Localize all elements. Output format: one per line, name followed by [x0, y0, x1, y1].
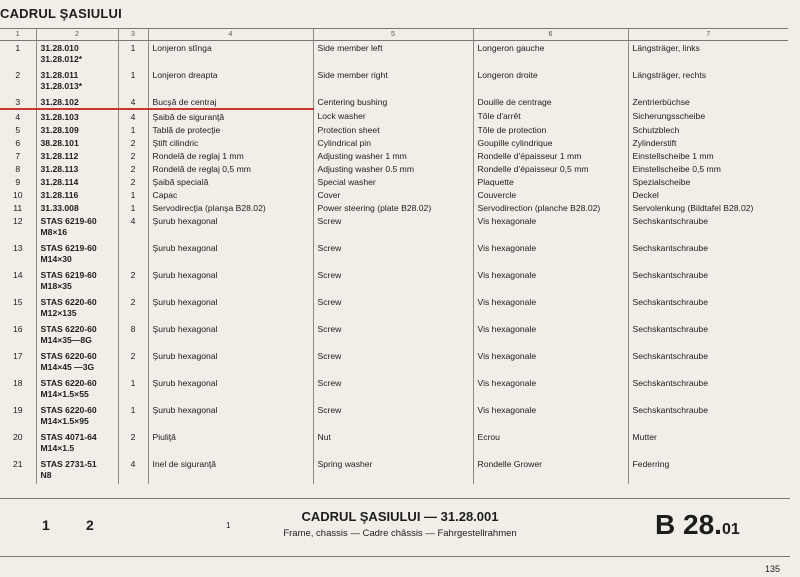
position-cell: 20 [12, 431, 23, 442]
catalog-number-cell [36, 188, 118, 201]
name-en-cell: Nut [313, 430, 473, 457]
table-row [0, 376, 788, 403]
plate-code-main: B 28. [655, 509, 722, 540]
column-header: 5 [313, 29, 473, 41]
name-fr-cell: Vis hexagonale [473, 376, 628, 403]
name-fr-cell: Ecrou [473, 430, 628, 457]
name-de-cell: Deckel [628, 188, 788, 201]
position-cell: 8 [15, 163, 21, 174]
catalog-number-cell [36, 41, 118, 68]
name-ro-cell: Lonjeron stînga [148, 41, 313, 68]
quantity-cell: 2 [118, 349, 148, 376]
catalog-number-line: M14×30 [40, 253, 72, 264]
name-en-cell: Side member right [313, 68, 473, 95]
column-header: 1 [0, 29, 36, 41]
name-fr-cell: Douille de centrage [473, 95, 628, 109]
name-ro-cell: Şurub hexagonal [148, 295, 313, 322]
position-cell: 14 [12, 269, 23, 280]
name-ro-cell: Inel de siguranţă [148, 457, 313, 484]
name-ro-cell: Şaibă de siguranţă [148, 109, 313, 123]
column-header: 3 [118, 29, 148, 41]
quantity-cell: 1 [118, 376, 148, 403]
name-ro-cell: Şurub hexagonal [148, 322, 313, 349]
column-header: 6 [473, 29, 628, 41]
catalog-number-cell [36, 162, 118, 175]
name-ro-cell: Ştift cilindric [148, 136, 313, 149]
catalog-number-line: M14×1.5×95 [40, 415, 89, 426]
name-de-cell: Sechskantschraube [628, 376, 788, 403]
page-title: CADRUL ŞASIULUI [0, 6, 122, 21]
quantity-cell: 4 [118, 109, 148, 123]
name-ro-cell: Şurub hexagonal [148, 241, 313, 268]
name-de-cell: Längsträger, rechts [628, 68, 788, 95]
position-cell: 21 [12, 458, 23, 469]
catalog-number-cell [36, 95, 118, 109]
quantity-cell: 2 [118, 175, 148, 188]
catalog-number-line: M14×1.5 [40, 442, 75, 453]
name-en-cell: Protection sheet [313, 123, 473, 136]
table-row [0, 162, 788, 175]
name-de-cell: Sechskantschraube [628, 268, 788, 295]
name-en-cell: Screw [313, 268, 473, 295]
plate-code [655, 509, 740, 541]
name-fr-cell: Tôle d'arrêt [473, 109, 628, 123]
position-cell: 13 [12, 242, 23, 253]
table-row [0, 41, 788, 68]
name-fr-cell: Rondelle Grower [473, 457, 628, 484]
table-row [0, 136, 788, 149]
name-fr-cell: Plaquette [473, 175, 628, 188]
quantity-cell: 4 [118, 457, 148, 484]
quantity-cell: 4 [118, 95, 148, 109]
catalog-number-cell [36, 322, 118, 349]
table-row [0, 188, 788, 201]
catalog-number-cell [36, 457, 118, 484]
catalog-number-cell [36, 149, 118, 162]
name-en-cell: Side member left [313, 41, 473, 68]
name-de-cell: Schutzblech [628, 123, 788, 136]
plate-code-sub: 01 [721, 521, 740, 538]
catalog-number-cell [36, 241, 118, 268]
name-fr-cell: Vis hexagonale [473, 322, 628, 349]
catalog-number-line: 31.28.103 [40, 111, 79, 122]
table-row [0, 68, 788, 95]
quantity-cell [118, 241, 148, 268]
name-de-cell: Sechskantschraube [628, 241, 788, 268]
position-cell: 7 [15, 150, 21, 161]
catalog-number-line: 31.33.008 [40, 202, 79, 213]
catalog-number-cell [36, 201, 118, 214]
name-en-cell: Power steering (plate B28.02) [313, 201, 473, 214]
catalog-number-cell [36, 68, 118, 95]
name-en-cell: Centering bushing [313, 95, 473, 109]
catalog-number-line: M18×35 [40, 280, 72, 291]
name-fr-cell: Rondelle d'épaisseur 0,5 mm [473, 162, 628, 175]
table-row [0, 403, 788, 430]
catalog-number-line: STAS 6219-60 [40, 269, 97, 280]
quantity-cell: 1 [118, 68, 148, 95]
catalog-number-line: M14×45 —3G [40, 361, 95, 372]
catalog-number-line: M8×16 [40, 226, 68, 237]
catalog-number-cell [36, 136, 118, 149]
column-header: 2 [36, 29, 118, 41]
name-fr-cell: Vis hexagonale [473, 268, 628, 295]
catalog-number-line: M14×1.5×55 [40, 388, 89, 399]
catalog-number-line: N8 [40, 469, 52, 480]
table-row [0, 175, 788, 188]
footer-num-small: 1 [226, 521, 231, 530]
name-de-cell: Sechskantschraube [628, 295, 788, 322]
catalog-number-line: 31.28.109 [40, 124, 79, 135]
catalog-number-cell [36, 268, 118, 295]
column-header-row [0, 29, 788, 41]
catalog-number-line: 31.28.112 [40, 150, 79, 161]
name-de-cell: Zentrierbüchse [628, 95, 788, 109]
catalog-number-line: 31.28.011 [40, 69, 79, 80]
name-ro-cell: Rondelă de reglaj 0,5 mm [148, 162, 313, 175]
footer-subtitle: Frame, chassis — Cadre châssis — Fahrgestellrahmen [283, 528, 517, 539]
catalog-number-line: STAS 6220-60 [40, 350, 97, 361]
quantity-cell: 8 [118, 322, 148, 349]
name-de-cell: Einstellscheibe 1 mm [628, 149, 788, 162]
quantity-cell: 1 [118, 41, 148, 68]
position-cell: 5 [15, 124, 21, 135]
name-en-cell: Screw [313, 322, 473, 349]
name-de-cell: Servolenkung (Bildtafel B28.02) [628, 201, 788, 214]
name-de-cell: Sechskantschraube [628, 349, 788, 376]
catalog-number-line: M14×35—8G [40, 334, 92, 345]
table-row [0, 201, 788, 214]
column-header: 7 [628, 29, 788, 41]
table-row [0, 95, 788, 109]
name-fr-cell: Longeron droite [473, 68, 628, 95]
position-cell: 12 [12, 215, 23, 226]
name-fr-cell: Vis hexagonale [473, 403, 628, 430]
name-ro-cell: Şurub hexagonal [148, 376, 313, 403]
name-ro-cell: Rondelă de reglaj 1 mm [148, 149, 313, 162]
column-header: 4 [148, 29, 313, 41]
catalog-number-line: 31.28.102 [40, 96, 79, 107]
catalog-number-line: 31.28.113 [40, 163, 79, 174]
quantity-cell: 4 [118, 214, 148, 241]
position-cell: 10 [12, 189, 23, 200]
table-row [0, 349, 788, 376]
table-row [0, 123, 788, 136]
position-cell: 2 [15, 69, 21, 80]
name-en-cell: Lock washer [313, 109, 473, 123]
table-row [0, 149, 788, 162]
quantity-cell: 1 [118, 123, 148, 136]
catalog-number-cell [36, 109, 118, 123]
name-en-cell: Screw [313, 295, 473, 322]
position-cell: 4 [15, 111, 21, 122]
name-ro-cell: Şaibă specială [148, 175, 313, 188]
name-de-cell: Sechskantschraube [628, 322, 788, 349]
table-row [0, 430, 788, 457]
footer-main [250, 509, 550, 539]
table-row [0, 109, 788, 123]
catalog-number-line: STAS 6219-60 [40, 242, 97, 253]
name-en-cell: Special washer [313, 175, 473, 188]
table-row [0, 457, 788, 484]
name-en-cell: Screw [313, 376, 473, 403]
name-de-cell: Sechskantschraube [628, 214, 788, 241]
quantity-cell: 1 [118, 201, 148, 214]
name-de-cell: Federring [628, 457, 788, 484]
position-cell: 1 [15, 43, 21, 53]
name-en-cell: Screw [313, 241, 473, 268]
catalog-number-line: STAS 6220-60 [40, 404, 97, 415]
name-fr-cell: Vis hexagonale [473, 214, 628, 241]
name-en-cell: Cylindrical pin [313, 136, 473, 149]
footer [0, 498, 790, 557]
catalog-number-line: 31.28.013* [40, 80, 83, 91]
table-row [0, 214, 788, 241]
quantity-cell: 2 [118, 430, 148, 457]
name-ro-cell: Tablă de protecţie [148, 123, 313, 136]
name-ro-cell: Şurub hexagonal [148, 214, 313, 241]
catalog-number-cell [36, 376, 118, 403]
footer-num-2: 2 [86, 517, 94, 533]
catalog-number-cell [36, 123, 118, 136]
footer-title: CADRUL ŞASIULUI — 31.28.001 [301, 509, 499, 524]
name-ro-cell: Servodirecţia (planşa B28.02) [148, 201, 313, 214]
catalog-number-line: 31.28.116 [40, 189, 79, 200]
name-fr-cell: Vis hexagonale [473, 349, 628, 376]
footer-num-1: 1 [42, 517, 50, 533]
catalog-number-line: 31.28.010 [40, 43, 79, 53]
name-de-cell: Sicherungsscheibe [628, 109, 788, 123]
name-fr-cell: Servodirection (planche B28.02) [473, 201, 628, 214]
name-ro-cell: Şurub hexagonal [148, 268, 313, 295]
name-ro-cell: Piuliţă [148, 430, 313, 457]
name-de-cell: Sechskantschraube [628, 403, 788, 430]
parts-table [0, 28, 788, 484]
page-number: 135 [764, 564, 780, 574]
position-cell: 19 [12, 404, 23, 415]
table-row [0, 322, 788, 349]
position-cell: 18 [12, 377, 23, 388]
name-ro-cell: Lonjeron dreapta [148, 68, 313, 95]
quantity-cell: 2 [118, 162, 148, 175]
name-fr-cell: Goupille cylindrique [473, 136, 628, 149]
catalog-number-line: 38.28.101 [40, 137, 79, 148]
position-cell: 6 [15, 137, 21, 148]
catalog-number-line: STAS 2731-51 [40, 458, 97, 469]
catalog-number-line: STAS 6220-60 [40, 323, 97, 334]
table-row [0, 295, 788, 322]
table-row [0, 241, 788, 268]
name-de-cell: Einstellscheibe 0,5 mm [628, 162, 788, 175]
name-de-cell: Längsträger, links [628, 41, 788, 68]
name-fr-cell: Rondelle d'épaisseur 1 mm [473, 149, 628, 162]
quantity-cell: 2 [118, 149, 148, 162]
quantity-cell: 1 [118, 188, 148, 201]
name-ro-cell: Şurub hexagonal [148, 349, 313, 376]
catalog-number-cell [36, 403, 118, 430]
quantity-cell: 2 [118, 268, 148, 295]
catalog-number-line: STAS 6219-60 [40, 215, 97, 226]
quantity-cell: 2 [118, 136, 148, 149]
position-cell: 17 [12, 350, 23, 361]
catalog-number-cell [36, 430, 118, 457]
name-fr-cell: Longeron gauche [473, 41, 628, 68]
name-fr-cell: Tôle de protection [473, 123, 628, 136]
name-en-cell: Cover [313, 188, 473, 201]
catalog-number-cell [36, 214, 118, 241]
position-cell: 9 [15, 176, 21, 187]
position-cell: 15 [12, 296, 23, 307]
catalog-number-line: 31.28.012* [40, 54, 83, 64]
catalog-number-cell [36, 175, 118, 188]
name-en-cell: Adjusting washer 1 mm [313, 149, 473, 162]
quantity-cell: 1 [118, 403, 148, 430]
catalog-number-line: 31.28.114 [40, 176, 79, 187]
catalog-number-cell [36, 295, 118, 322]
name-de-cell: Zylinderstift [628, 136, 788, 149]
name-en-cell: Spring washer [313, 457, 473, 484]
catalog-number-line: STAS 4071-64 [40, 431, 97, 442]
quantity-cell: 2 [118, 295, 148, 322]
table-row [0, 268, 788, 295]
position-cell: 3 [0, 95, 36, 109]
name-en-cell: Screw [313, 214, 473, 241]
name-fr-cell: Vis hexagonale [473, 241, 628, 268]
position-cell: 16 [12, 323, 23, 334]
name-ro-cell: Bucşă de centraj [148, 95, 313, 109]
name-ro-cell: Şurub hexagonal [148, 403, 313, 430]
name-ro-cell: Capac [148, 188, 313, 201]
name-de-cell: Mutter [628, 430, 788, 457]
name-de-cell: Spezialscheibe [628, 175, 788, 188]
name-en-cell: Screw [313, 403, 473, 430]
name-en-cell: Adjusting washer 0.5 mm [313, 162, 473, 175]
catalog-number-line: STAS 6220-60 [40, 296, 97, 307]
name-fr-cell: Vis hexagonale [473, 295, 628, 322]
catalog-number-line: M12×135 [40, 307, 77, 318]
position-cell: 11 [13, 202, 23, 213]
catalog-number-cell [36, 349, 118, 376]
name-en-cell: Screw [313, 349, 473, 376]
catalog-number-line: STAS 6220-60 [40, 377, 97, 388]
name-fr-cell: Couvercle [473, 188, 628, 201]
